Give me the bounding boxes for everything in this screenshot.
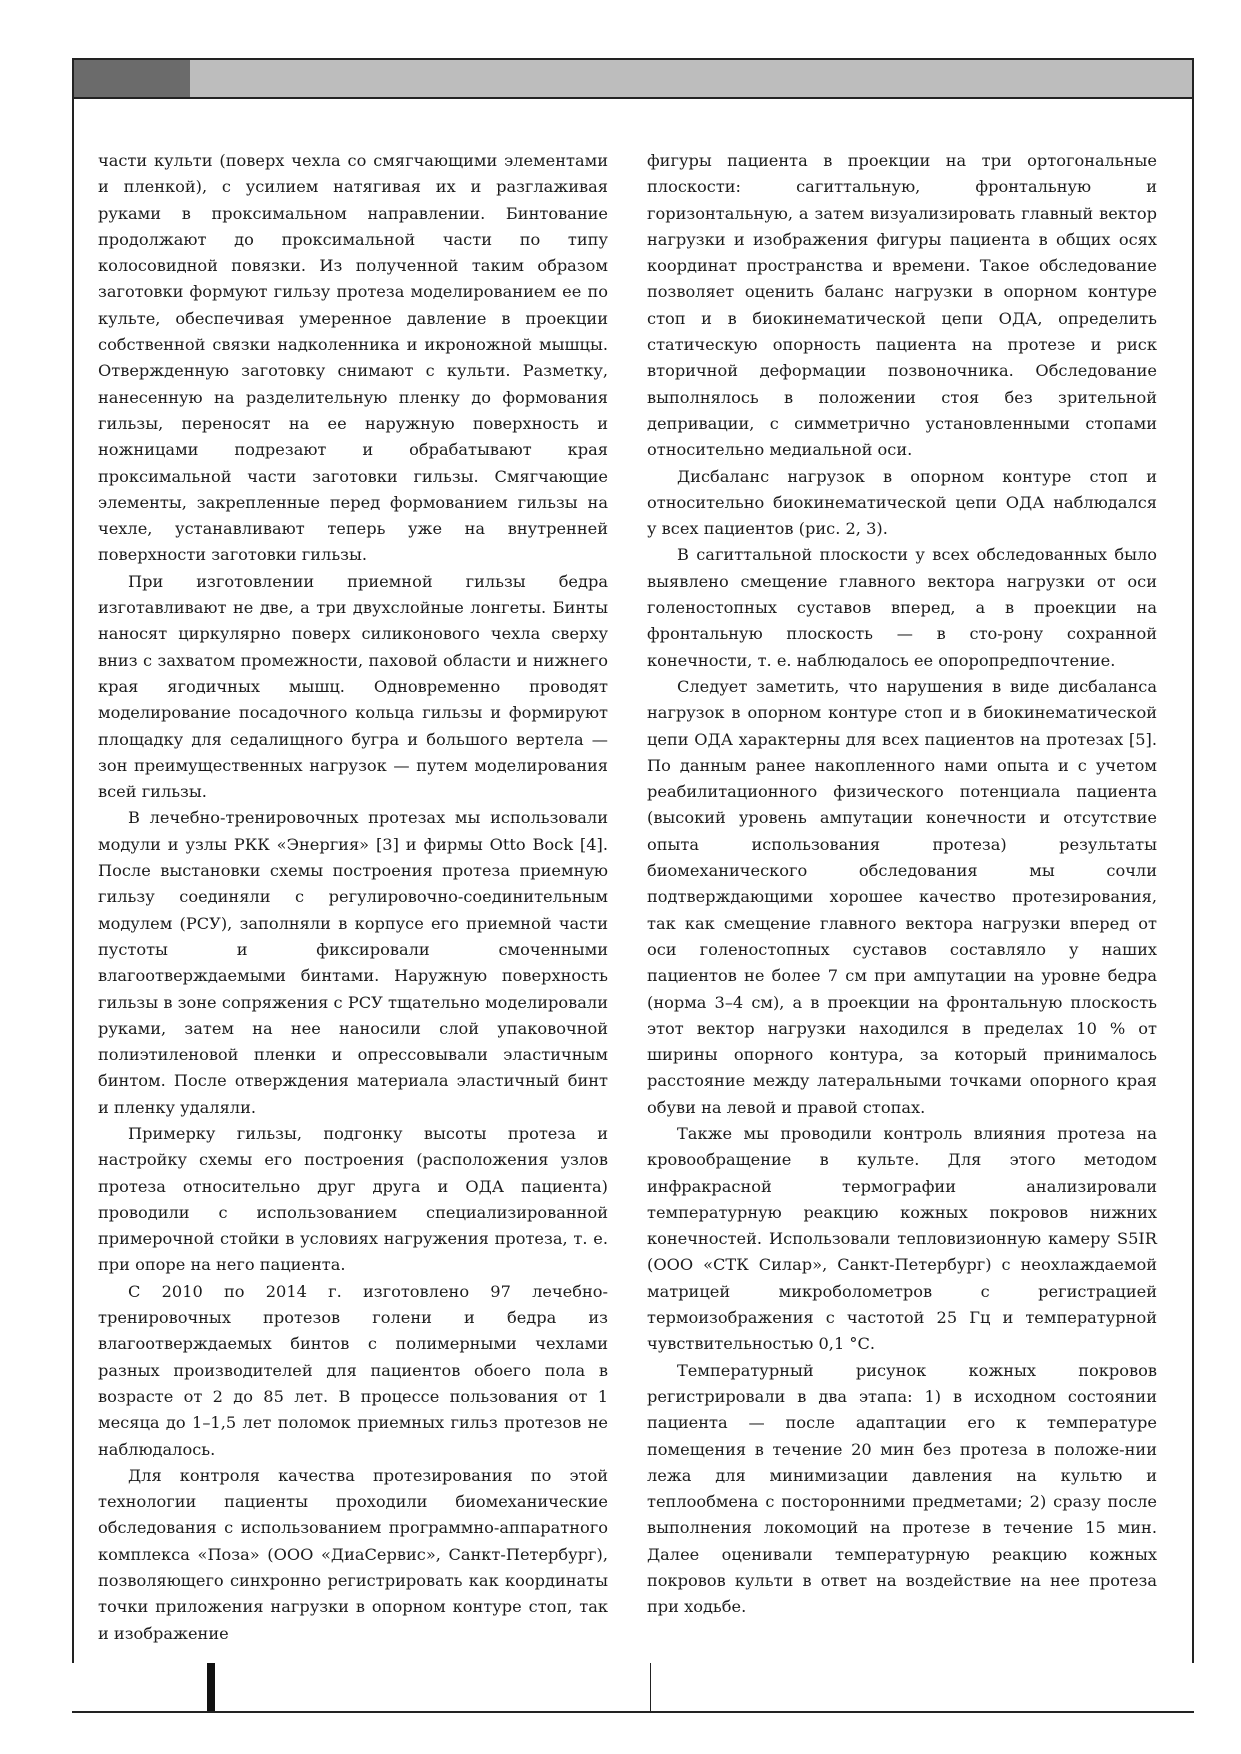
header-tab-block [74,60,190,97]
footer-divider [650,1663,651,1712]
paragraph: Также мы проводили контроль влияния протеза на кровообращение в культе. Для этого методом инфракрасной термографии анализировали температурную реакцию кожных покровов нижних конечностей. Использовали тепловизионную камеру S5IR (ООО «СТК Силар», Санкт-Петербург) с неохлаждаемой матрицей микроболометров с регистрацией термоизображения с частотой 25 Гц и температурной чувствительностью 0,1 °С. [647,1123,1157,1354]
paragraph: При изготовлении приемной гильзы бедра изготавливают не две, а три двухслойные лонгеты. Бинты наносят циркулярно поверх силиконового чехла сверху вниз с захватом промежности, паховой области и нижнего края ягодичных мышц. Одновременно проводят моделирование посадочного кольца гильзы и формируют площадку для седалищного бугра и большого вертела — зон преимущественных нагрузок — путем моделирования всей гильзы. [98,571,608,802]
left-column [98,148,608,1647]
paragraph: Дисбаланс нагрузок в опорном контуре стоп и относительно биокинематической цепи ОДА наблюдался у всех пациентов (рис. 2, 3). [647,466,1157,539]
paragraph: части культи (поверх чехла со смягчающими элементами и пленкой), с усилием натягивая их и разглаживая руками в проксимальном направлении. Бинтование продолжают до проксимальной части по типу колосовидной повязки. Из полученной таким образом заготовки формуют гильзу протеза моделированием ее по культе, обеспечивая умеренное давление в проекции собственной связки надколенника и икроножной мышцы. Отвержденную заготовку снимают с культи. Разметку, нанесенную на разделительную пленку до формования гильзы, переносят на ее наружную поверхность и ножницами подрезают и обрабатывают края проксимальной части заготовки гильзы. Смягчающие элементы, закрепленные перед формованием гильзы на чехле, устанавливают теперь уже на внутренней поверхности заготовки гильзы. [98,151,608,565]
right-column [647,148,1157,1621]
footer-marker-bar [207,1663,215,1712]
page-header-band [72,58,1194,99]
paragraph: Для контроля качества протезирования по этой технологии пациенты проходили биомеханические обследования с использованием программно-аппаратного комплекса «Поза» (ООО «ДиаСервис», Санкт-Петербург), позволяющего синхронно регистрировать как координаты точки приложения нагрузки в опорном контуре стоп, так и изображение [98,1465,608,1643]
footer-rule [72,1711,1194,1713]
paragraph: В лечебно-тренировочных протезах мы использовали модули и узлы РКК «Энергия» [3] и фирмы Otto Bock [4]. После выстановки схемы построения протеза приемную гильзу соединяли с регулировочно-соединительным модулем (РСУ), заполняли в корпусе его приемной части пустоты и фиксировали смоченными влагоотверждаемыми бинтами. Наружную поверхность гильзы в зоне сопряжения с РСУ тщательно моделировали руками, затем на нее наносили слой упаковочной полиэтиленовой пленки и опрессовывали эластичным бинтом. После отверждения материала эластичный бинт и пленку удаляли. [98,808,608,1117]
paragraph: В сагиттальной плоскости у всех обследованных было выявлено смещение главного вектора нагрузки от оси голеностопных суставов вперед, а в проекции на фронтальную плоскость — в сто-рону сохранной конечности, т. е. наблюдалось ее опоропредпочтение. [647,545,1157,670]
paragraph: фигуры пациента в проекции на три ортогональные плоскости: сагиттальную, фронтальную и горизонтальную, а затем визуализировать главный вектор нагрузки и изображения фигуры пациента в общих осях координат пространства и времени. Такое обследование позволяет оценить баланс нагрузки в опорном контуре стоп и в биокинематической цепи ОДА, определить статическую опорность пациента на протезе и риск вторичной деформации позвоночника. Обследование выполнялось в положении стоя без зрительной депривации, с симметрично установленными стопами относительно медиальной оси. [647,151,1157,460]
paragraph: Следует заметить, что нарушения в виде дисбаланса нагрузок в опорном контуре стоп и в биокинематической цепи ОДА характерны для всех пациентов на протезах [5]. По данным ранее накопленного нами опыта и с учетом реабилитационного физического потенциала пациента (высокий уровень ампутации конечности и отсутствие опыта использования протеза) результаты биомеханического обследования мы сочли подтверждающими хорошее качество протезирования, так как смещение главного вектора нагрузки вперед от оси голеностопных суставов составляло у наших пациентов не более 7 см при ампутации на уровне бедра (норма 3–4 см), а в проекции на фронтальную плоскость этот вектор нагрузки находился в пределах 10 % от ширины опорного контура, за который принималось расстояние между латеральными точками опорного края обуви на левой и правой стопах. [647,676,1157,1117]
paragraph: Примерку гильзы, подгонку высоты протеза и настройку схемы его построения (расположения узлов протеза относительно друг друга и ОДА пациента) проводили с использованием специализированной примерочной стойки в условиях нагружения протеза, т. е. при опоре на него пациента. [98,1123,608,1275]
paragraph: Температурный рисунок кожных покровов регистрировали в два этапа: 1) в исходном состоянии пациента — после адаптации его к температуре помещения в течение 20 мин без протеза в положе-нии лежа для минимизации давления на культю и теплообмена с посторонними предметами; 2) сразу после выполнения локомоций на протезе в течение 15 мин. Далее оценивали температурную реакцию кожных покровов культи в ответ на воздействие на нее протеза при ходьбе. [647,1360,1157,1617]
paragraph: С 2010 по 2014 г. изготовлено 97 лечебно-тренировочных протезов голени и бедра из влагоотверждаемых бинтов с полимерными чехлами разных производителей для пациентов обоего пола в возрасте от 2 до 85 лет. В процессе пользования от 1 месяца до 1–1,5 лет поломок приемных гильз протезов не наблюдалось. [98,1281,608,1459]
